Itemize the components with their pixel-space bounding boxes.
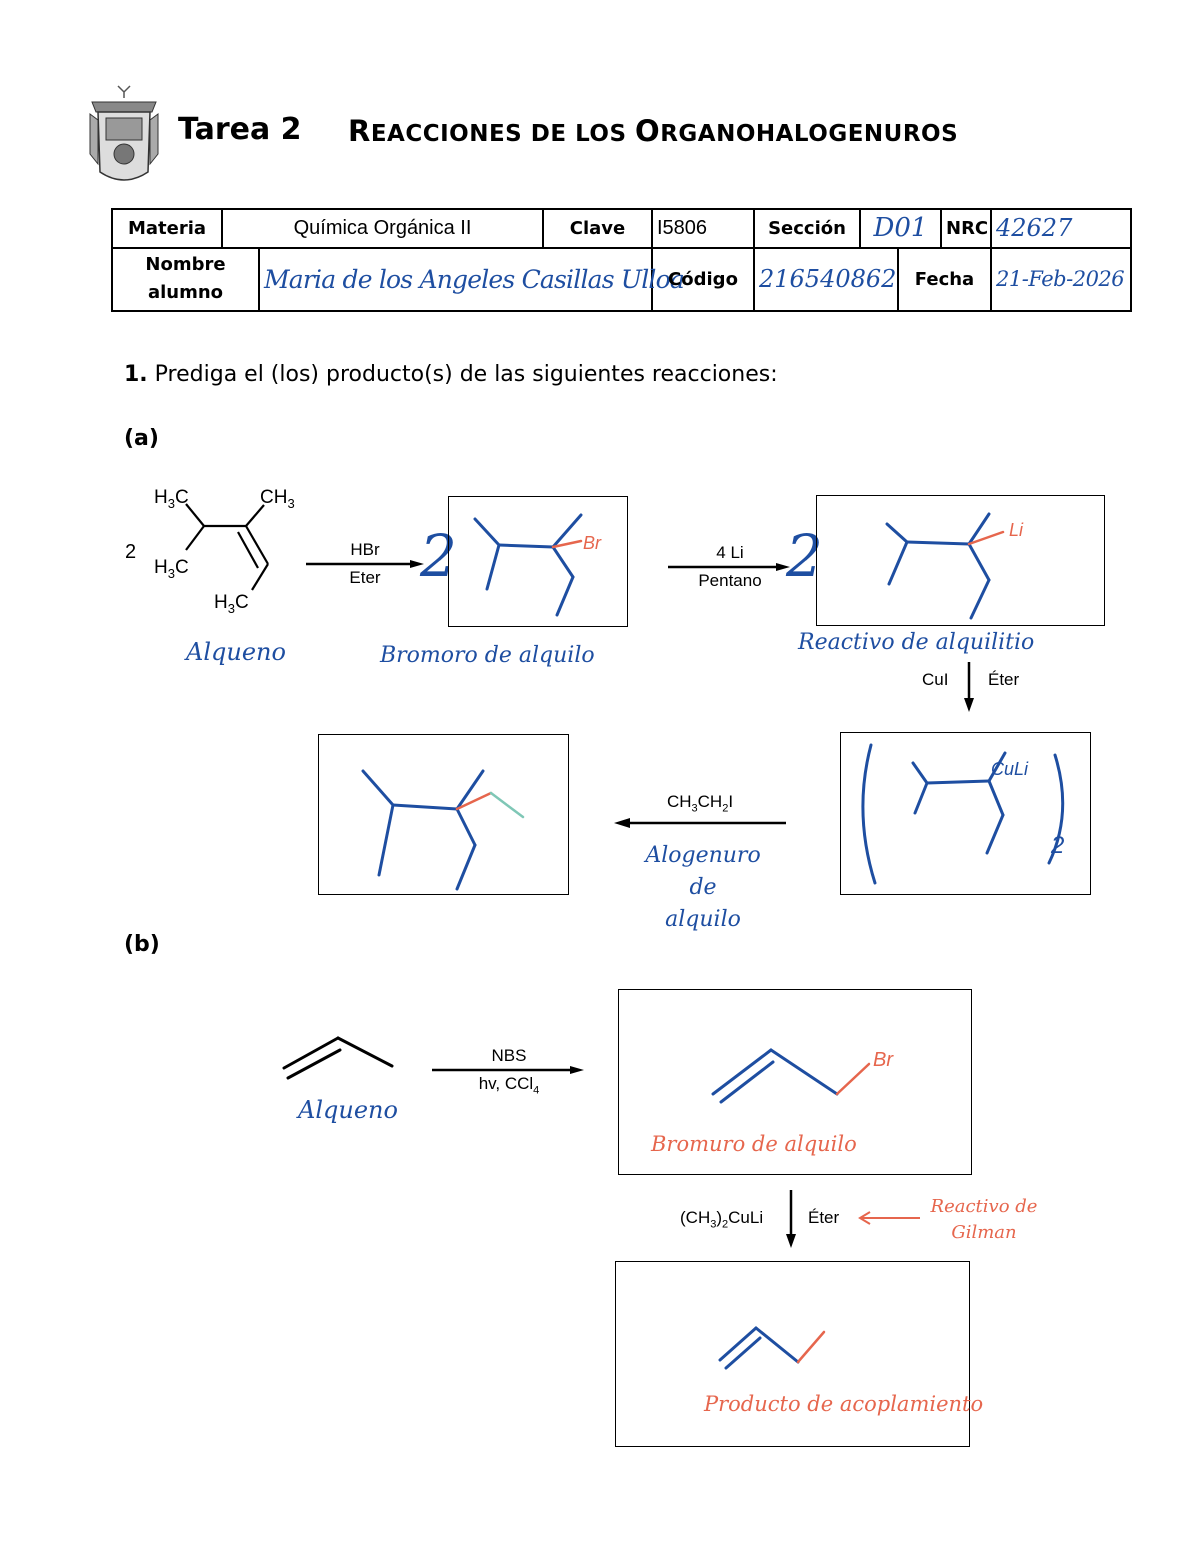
- reaction-arrow-5: [432, 1066, 586, 1074]
- clave-label: Clave: [543, 209, 652, 248]
- label-bromuro-b: Bromuro de alquilo: [651, 1132, 857, 1156]
- label-gilman-line1: Reactivo de: [930, 1196, 1038, 1217]
- reagent-hbr-bottom: Eter: [349, 568, 381, 587]
- materia-value: Química Orgánica II: [222, 209, 543, 248]
- label-gilman-line2: Gilman: [951, 1222, 1017, 1243]
- clave-value: I5806: [652, 209, 754, 248]
- materia-label: Materia: [112, 209, 222, 248]
- reaction-arrow-2: [668, 563, 792, 571]
- codigo-label: Código: [652, 248, 754, 311]
- atom-br-a: Br: [583, 533, 601, 553]
- dimer-subscript: 2: [1051, 832, 1065, 859]
- title-rest-1: EACCIONES DE LOS: [370, 121, 636, 147]
- reagent-eter-a: Éter: [988, 670, 1020, 689]
- page-title: [348, 114, 958, 148]
- reagent-li: [668, 543, 792, 591]
- alkene-b-structure: [280, 1030, 400, 1087]
- label-gilman: [924, 1194, 1044, 1246]
- reagent-nbs-top: NBS: [491, 1046, 527, 1065]
- reagent-hbr: [306, 540, 424, 588]
- nombre-value: Maria de los Angeles Casillas Ulloa: [259, 248, 652, 311]
- label-producto: Producto de acoplamiento: [704, 1392, 984, 1416]
- reagent-ethyl-iodide: $CH_3CH_2I$: [614, 792, 786, 828]
- nrc-value: 42627: [991, 209, 1131, 248]
- assignment-number: Tarea 2: [178, 112, 302, 147]
- reagent-gilman: $(CH_3)_2CuLi$: [680, 1208, 764, 1231]
- coef-2: 2: [125, 541, 137, 563]
- university-logo: [88, 84, 160, 192]
- product-box-alkyllithium: [816, 495, 1105, 626]
- label-alogenuro: [618, 840, 788, 936]
- seccion-value: D01: [860, 209, 941, 248]
- reaction-arrow-6: [784, 1190, 798, 1255]
- label-alogenuro-line1: Alogenuro de: [645, 843, 761, 900]
- label-alqueno-a: Alqueno: [186, 638, 286, 666]
- svg-text:CH3: $CH_3$: [260, 487, 295, 511]
- atom-culi: CuLi: [991, 759, 1029, 779]
- reaction-arrow-4: [614, 818, 786, 828]
- svg-text:H3C: $H_3C$: [154, 557, 189, 581]
- part-a-label: (a): [124, 426, 159, 451]
- question-1: [124, 362, 778, 387]
- reagent-li-top: 4 Li: [716, 543, 744, 562]
- reaction-arrow-1: [306, 560, 424, 568]
- question-text: Prediga el (los) producto(s) de las siguientes reacciones:: [154, 362, 778, 387]
- question-number: 1.: [124, 362, 148, 387]
- nombre-label-line2: alumno: [147, 282, 224, 304]
- fecha-value: 21-Feb-2026: [991, 248, 1131, 311]
- fecha-label: Fecha: [898, 248, 991, 311]
- svg-text:H3C: $H_3C$: [214, 592, 249, 616]
- product-box-final-a: [318, 734, 569, 895]
- pointer-arrow-gilman: [856, 1210, 922, 1231]
- reagent-eter-b: Éter: [808, 1208, 840, 1227]
- label-alogenuro-line2: alquilo: [665, 907, 741, 932]
- student-info-table: [111, 208, 1132, 312]
- nrc-label: NRC: [941, 209, 991, 248]
- title-cap-1: R: [348, 114, 371, 148]
- title-cap-2: O: [635, 114, 661, 148]
- reagent-li-bottom: Pentano: [698, 571, 762, 590]
- hand-coef-2: 2: [786, 522, 823, 590]
- product-box-bromide-a: [448, 496, 628, 627]
- title-rest-2: RGANOHALOGENUROS: [660, 121, 959, 147]
- reagent-nbs: [432, 1046, 586, 1100]
- label-reactivo: Reactivo de alquilitio: [798, 630, 1035, 655]
- atom-br-b: Br: [873, 1049, 893, 1071]
- nombre-label-line1: Nombre: [145, 254, 226, 276]
- reagent-hbr-top: HBr: [350, 540, 380, 559]
- label-bromuro-a: Bromoro de alquilo: [380, 643, 595, 668]
- product-box-bromide-b: [618, 989, 972, 1175]
- reagent-cui: CuI: [922, 670, 949, 689]
- label-alqueno-b: Alqueno: [298, 1096, 398, 1124]
- reagent-nbs-bottom: hv, CCl$_4$: [478, 1074, 540, 1097]
- product-box-cuprate: [840, 732, 1091, 895]
- atom-li: Li: [1009, 520, 1024, 540]
- nombre-label: [112, 248, 259, 311]
- codigo-value: 216540862: [754, 248, 898, 311]
- svg-text:H3C: $H_3C$: [154, 487, 189, 511]
- product-box-final-b: [615, 1261, 984, 1447]
- part-b-label: (b): [124, 932, 160, 957]
- alkene-a-structure: [120, 478, 310, 618]
- seccion-label: Sección: [754, 209, 860, 248]
- reaction-arrow-3: [962, 662, 976, 717]
- hand-coef-1: 2: [420, 522, 457, 590]
